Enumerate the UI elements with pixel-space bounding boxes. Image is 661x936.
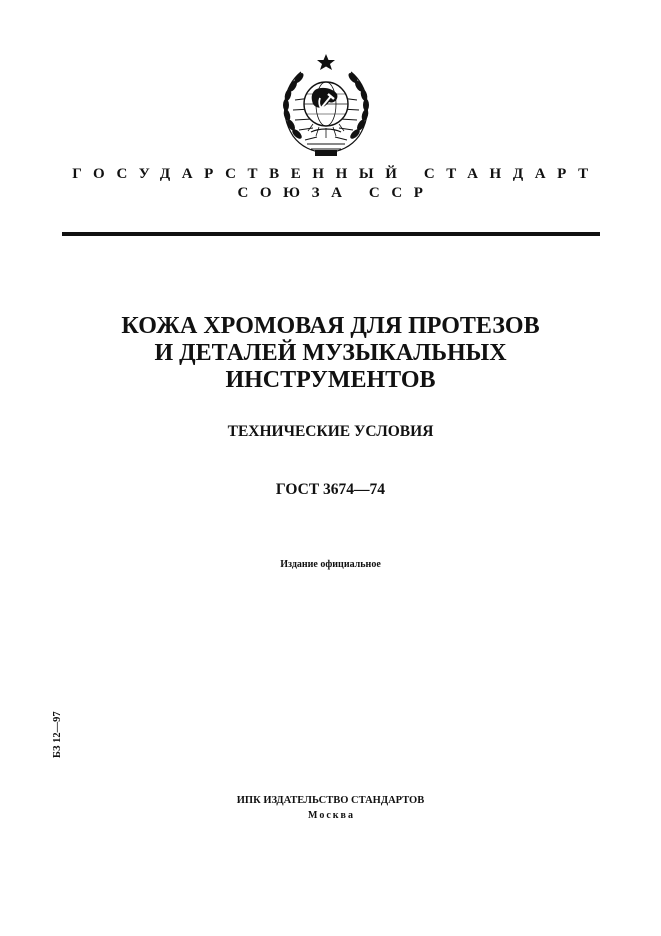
document-title-line-1: КОЖА ХРОМОВАЯ ДЛЯ ПРОТЕЗОВ	[121, 313, 540, 339]
standard-number: ГОСТ 3674—74	[275, 481, 386, 498]
document-subtitle: ТЕХНИЧЕСКИЕ УСЛОВИЯ	[227, 423, 434, 440]
publisher-city: Москва	[308, 810, 355, 821]
publisher-name: ИПК ИЗДАТЕЛЬСТВО СТАНДАРТОВ	[236, 795, 425, 806]
document-title-line-3: ИНСТРУМЕНТОВ	[225, 367, 436, 393]
header-divider	[62, 232, 600, 236]
edition-note: Издание официальное	[280, 559, 381, 570]
document-title-line-2: И ДЕТАЛЕЙ МУЗЫКАЛЬНЫХ	[154, 340, 507, 366]
header-state-standard: ГОСУДАРСТВЕННЫЙ СТАНДАРТ	[72, 166, 600, 182]
side-catalog-code: БЗ 12—97	[52, 711, 63, 758]
ussr-state-emblem-icon	[271, 52, 381, 160]
header-union: СОЮЗА ССР	[237, 185, 435, 201]
